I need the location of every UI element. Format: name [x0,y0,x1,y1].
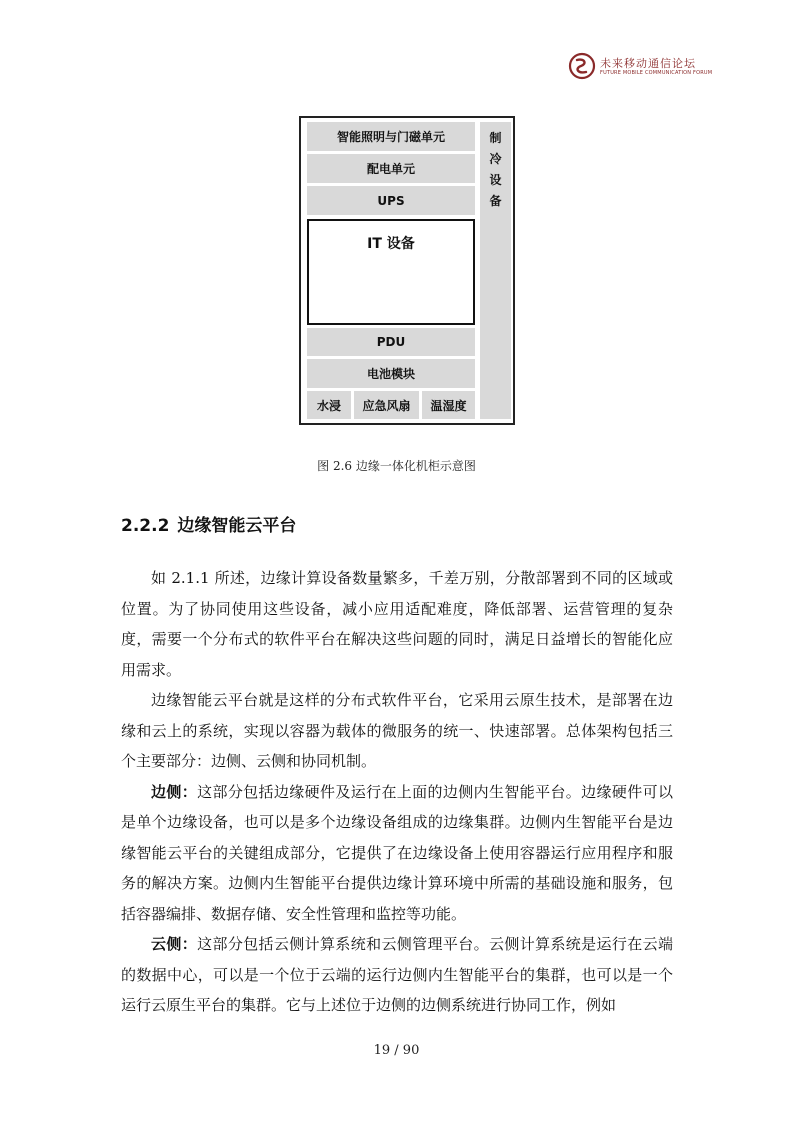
water-sensor: 水浸 [307,391,351,419]
cooling-equipment [480,122,511,419]
cooling-label-char: 备 [489,194,502,208]
paragraph-lead: 云侧： [151,935,198,953]
section-number: 2.2.2 [121,516,170,536]
temperature-humidity-sensor: 温湿度 [422,391,475,419]
paragraph [121,777,673,930]
battery-module: 电池模块 [307,359,475,388]
edge-cabinet-diagram [299,116,515,425]
paragraph [121,685,673,777]
body-text [121,563,673,1021]
cooling-label-char: 设 [489,173,502,187]
section-heading [121,511,296,536]
paragraph [121,929,673,1021]
cooling-label-char: 制 [489,131,502,145]
pdu-unit: PDU [307,328,475,356]
paragraph [121,563,673,685]
paragraph-lead: 边侧： [151,782,198,801]
emergency-fan: 应急风扇 [354,391,419,419]
ups-unit: UPS [307,186,475,215]
figure-caption: 图 2.6 边缘一体化机柜示意图 [317,459,476,473]
forum-logo [568,52,713,82]
forum-logo-icon [568,52,596,80]
logo-chinese-name: 未来移动通信论坛 [600,57,696,70]
paragraph-text: 这部分包括边缘硬件及运行在上面的边侧内生智能平台。边缘硬件可以是单个边缘设备，也可以是多个边缘设备组成的边缘集群。边侧内生智能平台是边缘智能云平台的关键组成部分，它提供了在边缘设备上使用容器运行应用程序和服务的解决方案。边侧内生智能平台提供边缘计算环境中所需的基础设施和服务，包括容器编排、数据存储、安全性管理和监控等功能。 [121,782,673,923]
paragraph-text: 这部分包括云侧计算系统和云侧管理平台。云侧计算系统是运行在云端的数据中心，可以是一个位于云端的运行边侧内生智能平台的集群，也可以是一个运行云原生平台的集群。它与上述位于边侧的边侧系统进行协同工作，例如 [121,935,673,1014]
logo-english-name: FUTURE MOBILE COMMUNICATION FORUM [600,70,713,76]
paragraph-text: 如 2.1.1 所述，边缘计算设备数量繁多，千差万别，分散部署到不同的区域或位置。为了协同使用这些设备，减小应用适配难度，降低部署、运营管理的复杂度，需要一个分布式的软件平台在解决这些问题的同时，满足日益增长的智能化应用需求。 [121,569,673,679]
paragraph-text: 边缘智能云平台就是这样的分布式软件平台，它采用云原生技术，是部署在边缘和云上的系统，实现以容器为载体的微服务的统一、快速部署。总体架构包括三个主要部分：边侧、云侧和协同机制。 [121,691,673,770]
power-distribution-unit: 配电单元 [307,154,475,183]
page-number: 19 / 90 [373,1043,420,1058]
section-title-text: 边缘智能云平台 [177,516,297,536]
cooling-label-char: 冷 [489,152,502,166]
it-equipment: IT 设备 [307,219,475,325]
lighting-door-unit: 智能照明与门磁单元 [307,122,475,151]
